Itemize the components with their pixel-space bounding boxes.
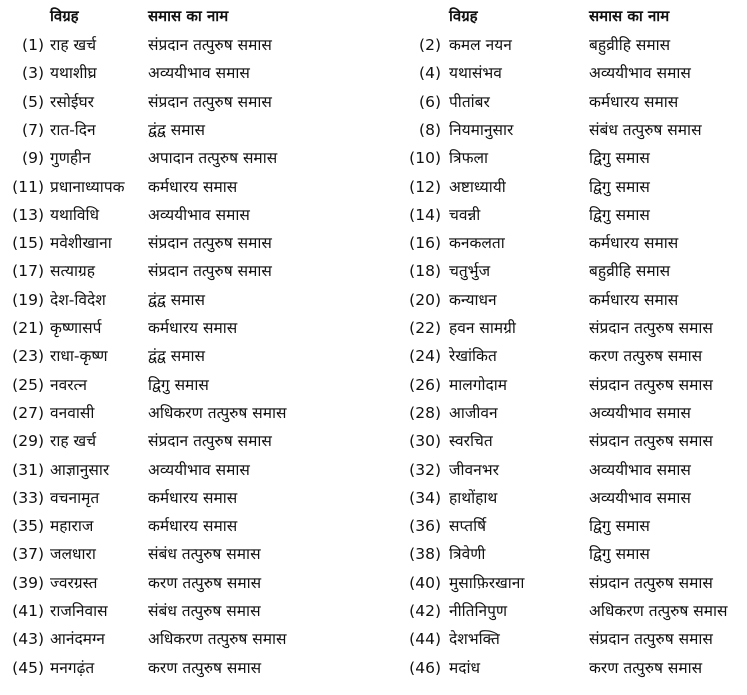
left-header-row: [0, 2, 372, 32]
table-row: [396, 371, 747, 401]
samas-name: संप्रदान तत्पुरुष समास: [148, 432, 272, 451]
row-number: (13): [12, 205, 44, 224]
table-row: [0, 173, 372, 203]
samas-name: द्विगु समास: [589, 149, 650, 168]
samas-name: अधिकरण तत्पुरुष समास: [589, 602, 728, 620]
row-number: (10): [409, 149, 441, 168]
vigrah-term: स्वरचित: [449, 432, 493, 451]
vigrah-term: मनगढ़ंत: [50, 658, 95, 677]
samas-name: द्विगु समास: [148, 375, 209, 394]
vigrah-term: पीतांबर: [449, 92, 490, 111]
vigrah-term: कमल नयन: [449, 36, 512, 54]
vigrah-term: त्रिफला: [449, 149, 489, 168]
row-number: (41): [12, 602, 44, 620]
samas-name: करण तत्पुरुष समास: [589, 658, 703, 677]
samas-name: अव्ययीभाव समास: [589, 488, 691, 507]
samas-name: करण तत्पुरुष समास: [148, 658, 262, 677]
table-row: [396, 597, 747, 627]
row-number: (33): [12, 488, 44, 507]
samas-name: कर्मधारय समास: [148, 517, 238, 536]
samas-name: करण तत्पुरुष समास: [589, 347, 703, 366]
table-row: [396, 484, 747, 514]
table-row: [0, 88, 372, 118]
table-row: [396, 59, 747, 89]
table-row: [0, 144, 372, 174]
table-row: [0, 597, 372, 627]
table-row: [0, 342, 372, 372]
table-row: [396, 257, 747, 287]
vigrah-term: कन्याधन: [449, 290, 497, 309]
vigrah-term: कनकलता: [449, 234, 505, 253]
row-number: (2): [419, 36, 441, 54]
row-number: (11): [12, 177, 44, 196]
vigrah-term: राधा-कृष्ण: [50, 347, 108, 366]
right-header-row: [396, 2, 747, 32]
samas-name: अव्ययीभाव समास: [148, 460, 250, 479]
row-number: (28): [409, 403, 441, 422]
table-row: [396, 399, 747, 429]
samas-name: अव्ययीभाव समास: [589, 460, 691, 479]
samas-name: संप्रदान तत्पुरुष समास: [589, 319, 713, 337]
samas-name: संप्रदान तत्पुरुष समास: [589, 432, 713, 451]
samas-name: अधिकरण तत्पुरुष समास: [148, 403, 287, 422]
vigrah-term: यथाविधि: [50, 205, 100, 224]
samas-name: संप्रदान तत्पुरुष समास: [589, 630, 713, 649]
vigrah-term: ज्वरग्रस्त: [50, 573, 98, 592]
vigrah-term: नवरत्न: [50, 375, 87, 394]
table-row: [0, 625, 372, 655]
row-number: (24): [409, 347, 441, 366]
row-number: (37): [12, 545, 44, 564]
vigrah-term: रात-दिन: [50, 120, 96, 139]
table-row: [0, 456, 372, 486]
table-row: [0, 257, 372, 287]
row-number: (35): [12, 517, 44, 536]
table-row: [396, 88, 747, 118]
samas-name: अधिकरण तत्पुरुष समास: [148, 630, 287, 649]
table-row: [396, 540, 747, 570]
samas-name: कर्मधारय समास: [148, 488, 238, 507]
samas-name: संबंध तत्पुरुष समास: [589, 120, 702, 139]
row-number: (3): [22, 64, 44, 83]
row-number: (21): [12, 319, 44, 337]
vigrah-term: आजीवन: [449, 403, 498, 422]
samas-name: द्विगु समास: [589, 177, 650, 196]
table-row: [0, 484, 372, 514]
vigrah-term: जीवनभर: [449, 460, 499, 479]
vigrah-term: वचनामृत: [50, 488, 100, 507]
samas-name: अव्ययीभाव समास: [589, 64, 691, 83]
samas-name: संप्रदान तत्पुरुष समास: [148, 36, 272, 54]
header-samas-name: समास का नाम: [589, 7, 670, 25]
row-number: (30): [409, 432, 441, 451]
table-row: [0, 59, 372, 89]
table-row: [0, 512, 372, 542]
row-number: (5): [22, 92, 44, 111]
table-row: [396, 144, 747, 174]
vigrah-term: चतुर्भुज: [449, 262, 491, 281]
samas-name: अव्ययीभाव समास: [589, 403, 691, 422]
row-number: (18): [409, 262, 441, 281]
samas-name: द्वंद्व समास: [148, 120, 205, 139]
header-vigrah: विग्रह: [449, 7, 478, 25]
vigrah-term: नीतिनिपुण: [449, 602, 508, 620]
row-number: (8): [419, 120, 441, 139]
vigrah-term: जलधारा: [50, 545, 96, 564]
row-number: (42): [409, 602, 441, 620]
samas-name: संबंध तत्पुरुष समास: [148, 545, 261, 564]
table-row: [0, 201, 372, 231]
row-number: (15): [12, 234, 44, 253]
row-number: (6): [419, 92, 441, 111]
vigrah-term: चवन्नी: [449, 205, 481, 224]
samas-name: संप्रदान तत्पुरुष समास: [148, 234, 272, 253]
table-row: [396, 286, 747, 316]
table-row: [396, 342, 747, 372]
row-number: (39): [12, 573, 44, 592]
row-number: (7): [22, 120, 44, 139]
table-row: [396, 229, 747, 259]
row-number: (12): [409, 177, 441, 196]
row-number: (31): [12, 460, 44, 479]
samas-name: द्विगु समास: [589, 205, 650, 224]
vigrah-term: देशभक्ति: [449, 630, 500, 649]
row-number: (23): [12, 347, 44, 366]
vigrah-term: सत्याग्रह: [50, 262, 95, 281]
table-row: [0, 540, 372, 570]
vigrah-term: महाराज: [50, 517, 94, 536]
samas-name: संबंध तत्पुरुष समास: [148, 602, 261, 620]
row-number: (43): [12, 630, 44, 649]
vigrah-term: नियमानुसार: [449, 120, 514, 139]
row-number: (1): [22, 36, 44, 54]
table-row: [0, 427, 372, 457]
row-number: (9): [22, 149, 44, 168]
vigrah-term: गुणहीन: [50, 149, 91, 168]
row-number: (36): [409, 517, 441, 536]
samas-name: अव्ययीभाव समास: [148, 64, 250, 83]
table-row: [396, 31, 747, 61]
vigrah-term: मवेशीखाना: [50, 234, 112, 253]
table-row: [396, 173, 747, 203]
samas-name: संप्रदान तत्पुरुष समास: [589, 375, 713, 394]
vigrah-term: सप्तर्षि: [449, 517, 487, 536]
row-number: (22): [409, 319, 441, 337]
table-row: [0, 286, 372, 316]
vigrah-term: आज्ञानुसार: [50, 460, 110, 479]
header-samas-name: समास का नाम: [148, 7, 229, 25]
table-row: [396, 116, 747, 146]
row-number: (20): [409, 290, 441, 309]
samas-name: संप्रदान तत्पुरुष समास: [148, 262, 272, 281]
vigrah-term: आनंदमग्न: [50, 630, 105, 649]
vigrah-term: राह खर्च: [50, 36, 97, 54]
samas-name: द्विगु समास: [589, 545, 650, 564]
table-row: [0, 654, 372, 684]
table-row: [396, 456, 747, 486]
row-number: (19): [12, 290, 44, 309]
table-row: [0, 229, 372, 259]
table-row: [0, 31, 372, 61]
row-number: (46): [409, 658, 441, 677]
vigrah-term: त्रिवेणी: [449, 545, 486, 564]
vigrah-term: यथासंभव: [449, 64, 502, 83]
vigrah-term: रसोईघर: [50, 92, 94, 111]
table-row: [0, 371, 372, 401]
row-number: (29): [12, 432, 44, 451]
row-number: (17): [12, 262, 44, 281]
table-row: [396, 512, 747, 542]
vigrah-term: यथाशीघ्र: [50, 64, 97, 83]
samas-name: करण तत्पुरुष समास: [148, 573, 262, 592]
vigrah-term: राह खर्च: [50, 432, 97, 451]
row-number: (45): [12, 658, 44, 677]
samas-name: बहुव्रीहि समास: [589, 262, 671, 281]
vigrah-term: वनवासी: [50, 403, 95, 422]
row-number: (16): [409, 234, 441, 253]
samas-name: द्वंद्व समास: [148, 347, 205, 366]
samas-name: द्वंद्व समास: [148, 290, 205, 309]
samas-name: कर्मधारय समास: [589, 290, 679, 309]
vigrah-term: मुसाफ़िरखाना: [449, 573, 525, 592]
vigrah-term: हवन सामग्री: [449, 319, 516, 337]
samas-name: कर्मधारय समास: [589, 234, 679, 253]
samas-name: कर्मधारय समास: [589, 92, 679, 111]
table-row: [0, 569, 372, 599]
table-row: [396, 427, 747, 457]
vigrah-term: देश-विदेश: [50, 290, 106, 309]
samas-name: बहुव्रीहि समास: [589, 36, 671, 54]
row-number: (25): [12, 375, 44, 394]
vigrah-term: कृष्णासर्प: [50, 319, 102, 337]
table-row: [396, 314, 747, 344]
row-number: (34): [409, 488, 441, 507]
row-number: (26): [409, 375, 441, 394]
row-number: (38): [409, 545, 441, 564]
table-row: [396, 201, 747, 231]
row-number: (14): [409, 205, 441, 224]
row-number: (44): [409, 630, 441, 649]
row-number: (32): [409, 460, 441, 479]
table-row: [0, 314, 372, 344]
row-number: (4): [419, 64, 441, 83]
row-number: (40): [409, 573, 441, 592]
vigrah-term: मदांध: [449, 658, 481, 677]
vigrah-term: प्रधानाध्यापक: [50, 177, 125, 196]
samas-name: कर्मधारय समास: [148, 177, 238, 196]
samas-name: संप्रदान तत्पुरुष समास: [589, 573, 713, 592]
table-row: [0, 399, 372, 429]
table-row: [396, 654, 747, 684]
vigrah-term: राजनिवास: [50, 602, 108, 620]
vigrah-term: अष्टाध्यायी: [449, 177, 506, 196]
samas-name: संप्रदान तत्पुरुष समास: [148, 92, 272, 111]
row-number: (27): [12, 403, 44, 422]
samas-name: द्विगु समास: [589, 517, 650, 536]
vigrah-term: हाथोंहाथ: [449, 488, 498, 507]
table-row: [396, 625, 747, 655]
samas-name: अव्ययीभाव समास: [148, 205, 250, 224]
header-vigrah: विग्रह: [50, 7, 79, 25]
vigrah-term: रेखांकित: [449, 347, 497, 366]
vigrah-term: मालगोदाम: [449, 375, 508, 394]
samas-name: कर्मधारय समास: [148, 319, 238, 337]
table-row: [396, 569, 747, 599]
samas-name: अपादान तत्पुरुष समास: [148, 149, 278, 168]
table-row: [0, 116, 372, 146]
